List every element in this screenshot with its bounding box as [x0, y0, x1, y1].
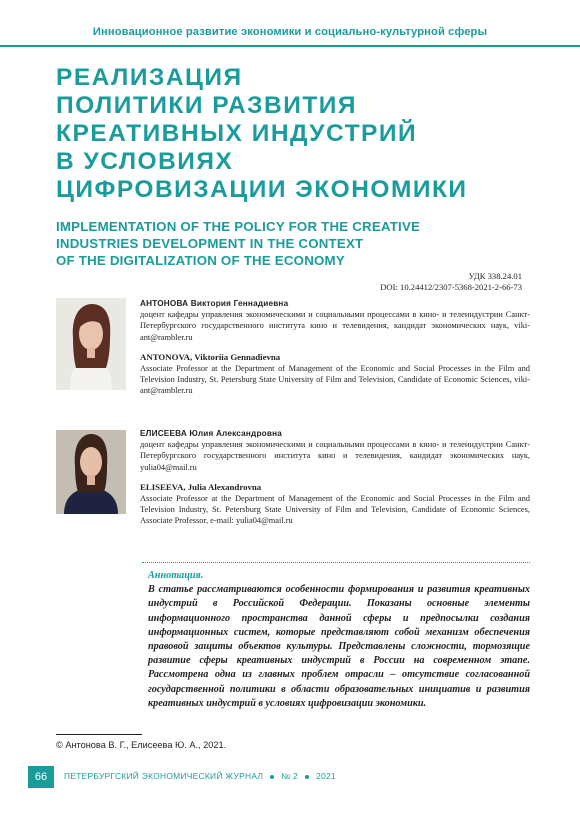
- journal-issue: № 2: [281, 771, 299, 781]
- journal-year: 2021: [316, 771, 336, 781]
- author-photo: [56, 298, 126, 390]
- udk-code: УДК 338.24.01: [468, 271, 522, 281]
- running-header: Инновационное развитие экономики и социально-культурной сферы: [92, 26, 488, 38]
- author-desc-ru: доцент кафедры управления экономическими и социальными процессами в кино- и телеиндустрии Санкт-Петербургского государственного института кино и телевидения, кандидат экономических наук, yulia04@mail.ru: [140, 440, 530, 472]
- author-name-en: ANTONOVA, Viktoriia Gennadievna: [140, 351, 281, 362]
- journal-footer: [64, 771, 336, 781]
- title-ru-line: В УСЛОВИЯХ: [56, 148, 234, 175]
- journal-name: ПЕТЕРБУРГСКИЙ ЭКОНОМИЧЕСКИЙ ЖУРНАЛ: [64, 771, 264, 781]
- abstract-divider: [142, 562, 530, 563]
- author-desc-en: Associate Professor at the Department of Management of the Economic and Social Processes in the Film and Television Industry, St. Petersburg State University of Film and Television, Candidate of Economic Sciences, Associate Professor, e-mail: yulia04@mail.ru: [140, 494, 530, 526]
- author-name-en: ELISEEVA, Julia Alexandrovna: [140, 481, 262, 492]
- title-en-line: OF THE DIGITALIZATION OF THE ECONOMY: [56, 253, 345, 268]
- separator-dot: [305, 775, 309, 779]
- doi-code: DOI: 10.24412/2307-5368-2021-2-66-73: [380, 282, 522, 292]
- page-number: 66: [28, 766, 54, 788]
- title-ru-line: ЦИФРОВИЗАЦИИ ЭКОНОМИКИ: [56, 176, 468, 203]
- title-english: [56, 218, 556, 269]
- title-ru-line: ПОЛИТИКИ РАЗВИТИЯ: [56, 92, 358, 119]
- author-info: [140, 428, 530, 527]
- title-russian: [56, 64, 556, 204]
- abstract-heading: Аннотация.: [148, 570, 204, 581]
- footnote-divider: [56, 734, 142, 735]
- title-ru-line: КРЕАТИВНЫХ ИНДУСТРИЙ: [56, 120, 418, 147]
- author-name-ru: ЕЛИСЕЕВА Юлия Александровна: [140, 429, 282, 438]
- author-photo: [56, 430, 126, 514]
- abstract-text: В статье рассматриваются особенности формирования и развития креативных индустрий в Российской Федерации. Показаны основные элементы информационного пространства данной сферы и предпосылки создания информационных систем, которые представляют собой механизм обеспечения правовой защиты объектов культуры. Представлены сложности, тормозящие развитие сферы креативных индустрий в России на современном этапе. Рассмотрена одна из главных проблем отрасли – отсутствие согласованной государственной политики в области образовательных инициатив и развития креативных индустрий в условиях цифровизации экономики.: [148, 584, 530, 709]
- abstract: [148, 569, 530, 711]
- author-name-ru: АНТОНОВА Виктория Геннадиевна: [140, 299, 289, 308]
- header-divider: [0, 45, 580, 47]
- article-identifiers: [380, 271, 522, 293]
- title-en-line: INDUSTRIES DEVELOPMENT IN THE CONTEXT: [56, 236, 364, 251]
- author-info: [140, 298, 530, 397]
- title-ru-line: РЕАЛИЗАЦИЯ: [56, 64, 243, 91]
- author-desc-en: Associate Professor at the Department of Management of the Economic and Social Processes in the Film and Television Industry, St. Petersburg State University of Film and Television, Candidate of Economic Sciences, viki-ant@rambler.ru: [140, 364, 530, 396]
- separator-dot: [270, 775, 274, 779]
- title-en-line: IMPLEMENTATION OF THE POLICY FOR THE CREATIVE: [56, 219, 421, 234]
- copyright-note: © Антонова В. Г., Елисеева Ю. А., 2021.: [56, 740, 227, 750]
- author-desc-ru: доцент кафедры управления экономическими и социальными процессами в кино- и телеиндустрии Санкт-Петербургского государственного института кино и телевидения, кандидат экономических наук, viki-ant@rambler.ru: [140, 310, 530, 342]
